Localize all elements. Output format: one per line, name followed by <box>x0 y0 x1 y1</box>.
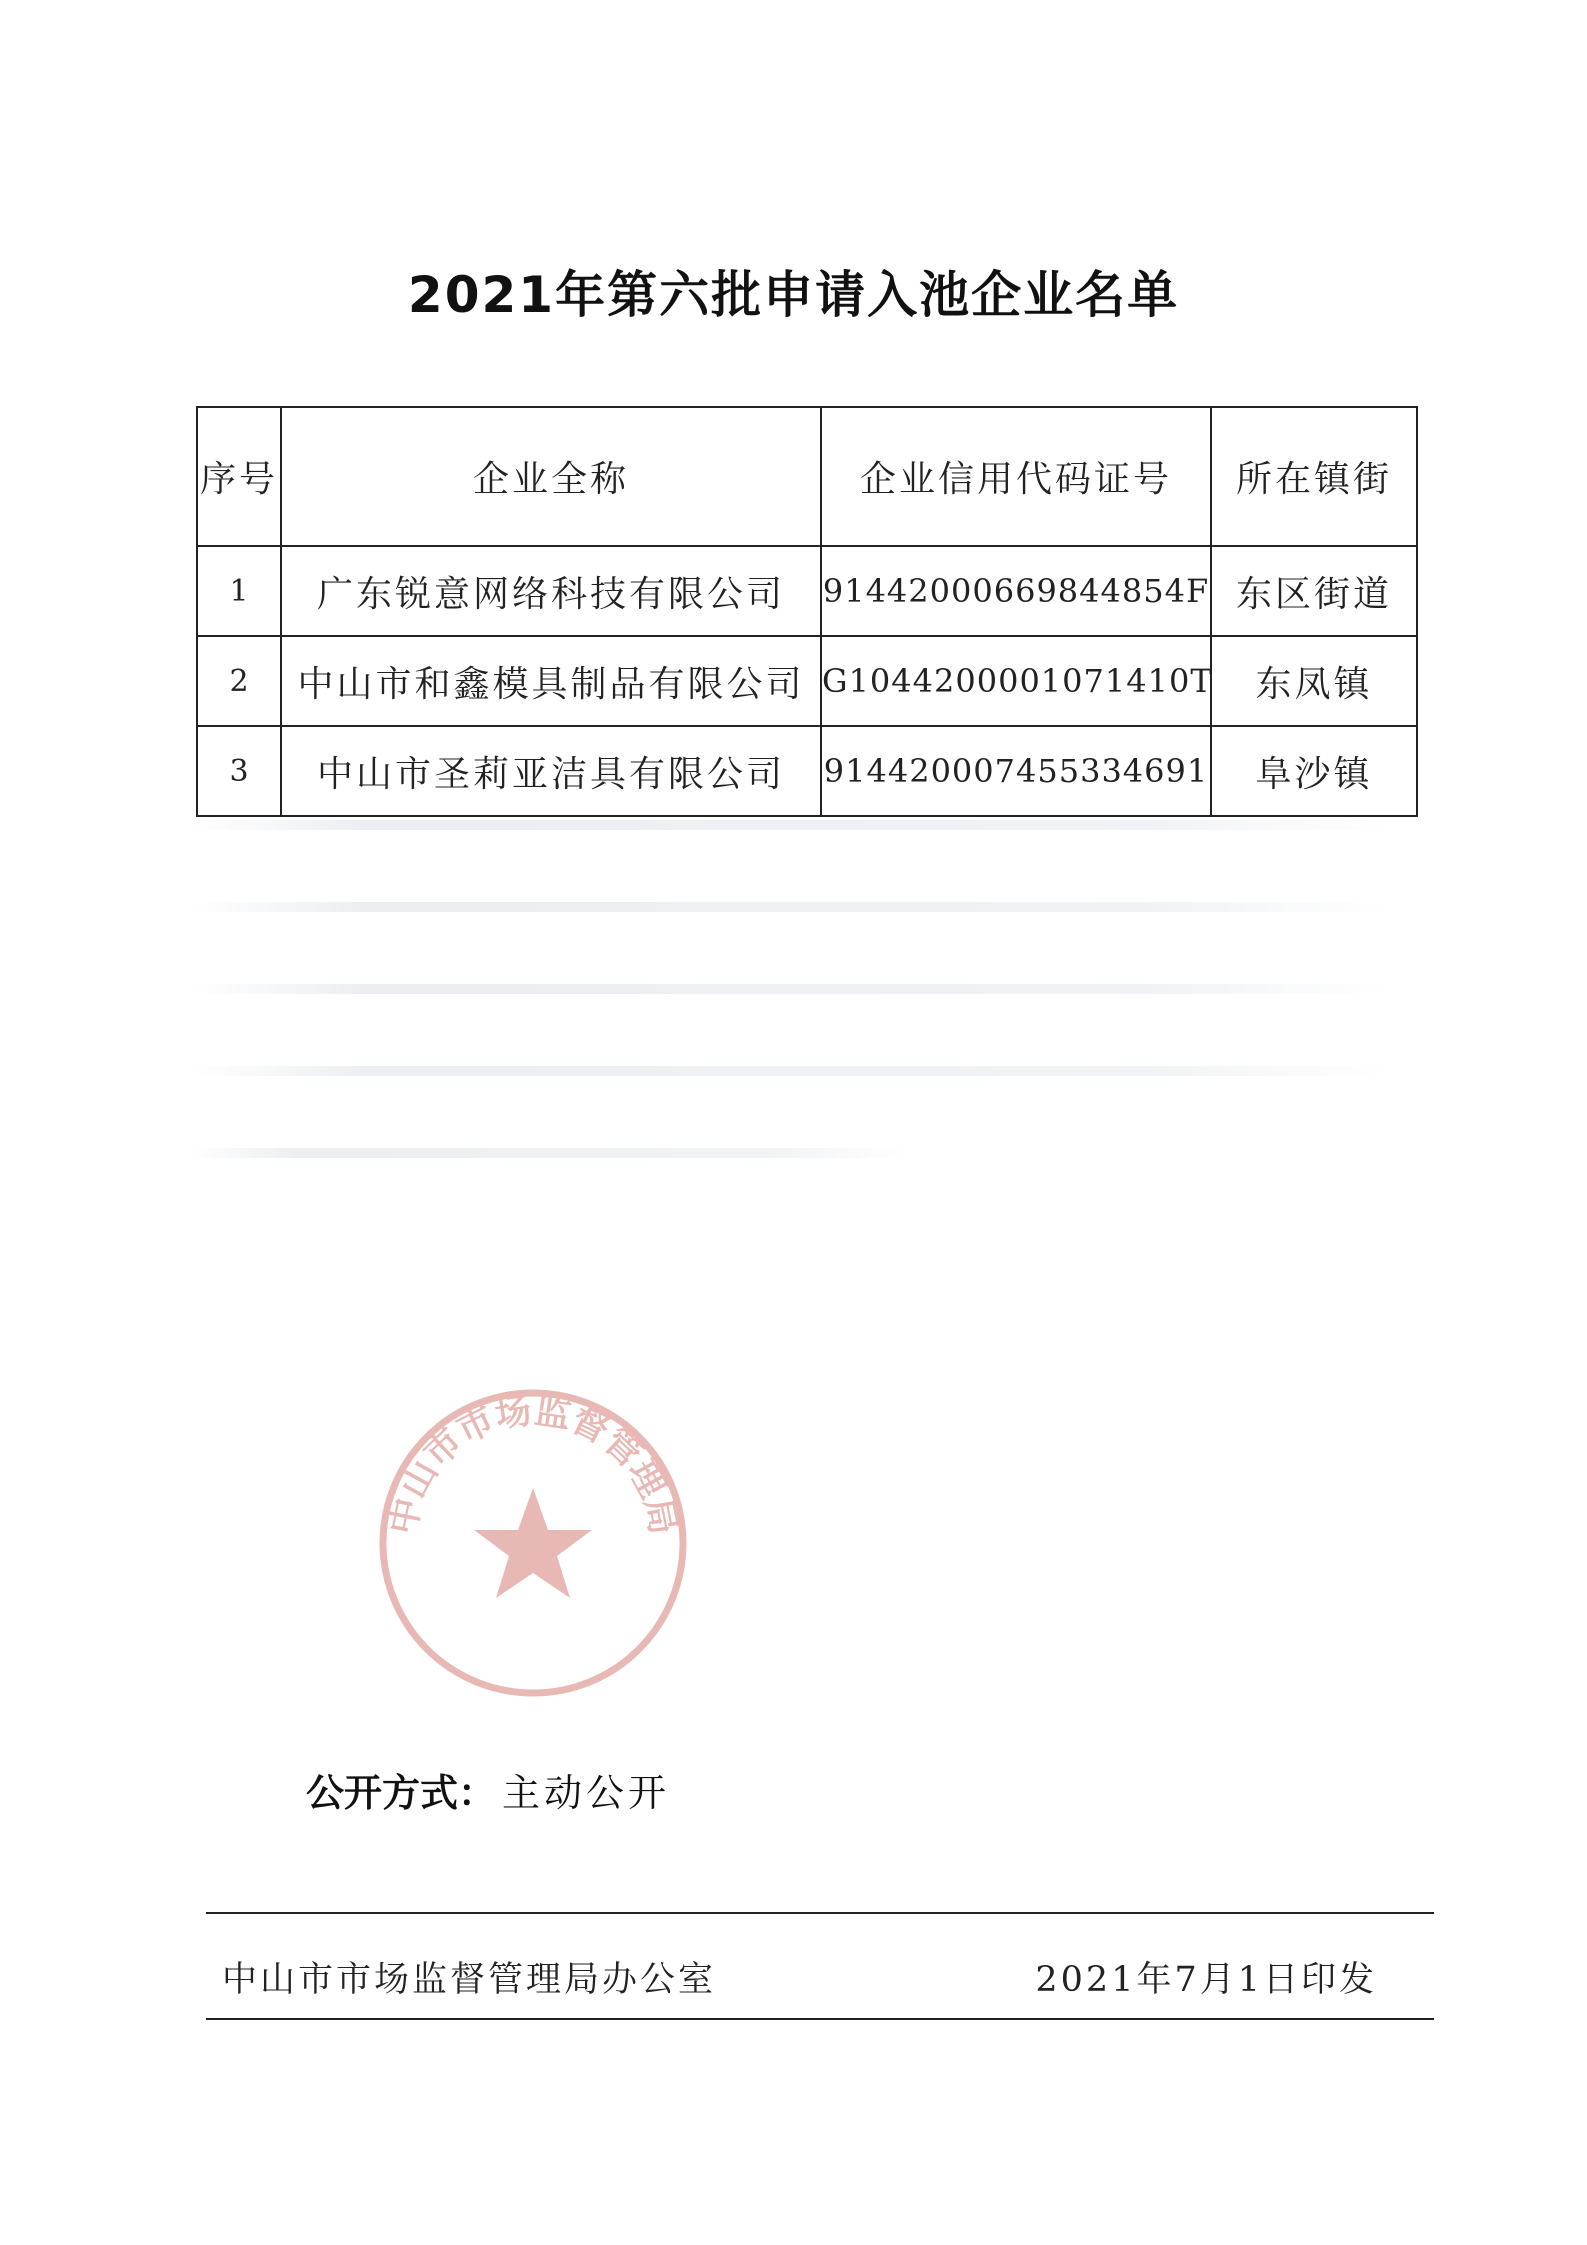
disclosure-label: 公开方式： <box>306 1771 497 1815</box>
cell-name: 广东锐意网络科技有限公司 <box>281 546 821 636</box>
cell-town: 阜沙镇 <box>1211 726 1417 816</box>
header-name: 企业全称 <box>281 407 821 546</box>
table-row <box>197 726 1417 816</box>
disclosure-line <box>306 1762 670 1817</box>
table-header-row <box>197 407 1417 546</box>
header-town: 所在镇街 <box>1211 407 1417 546</box>
cell-no: 3 <box>197 726 281 816</box>
seal-text: 中山市市场监督管理局 <box>382 1390 684 1538</box>
bleed-line <box>190 1066 1390 1076</box>
cell-name: 中山市圣莉亚洁具有限公司 <box>281 726 821 816</box>
footer-issuer: 中山市市场监督管理局办公室 <box>222 1960 717 2000</box>
bleed-line <box>190 1148 910 1158</box>
footer-top-rule <box>206 1912 1434 1914</box>
cell-code: 91442000669844854F <box>821 546 1211 636</box>
disclosure-value: 主动公开 <box>502 1771 671 1815</box>
bleed-line <box>190 820 1390 830</box>
official-seal-icon <box>368 1378 698 1708</box>
header-code: 企业信用代码证号 <box>821 407 1211 546</box>
document-title: 2021年第六批申请入池企业名单 <box>407 266 1180 324</box>
cell-name: 中山市和鑫模具制品有限公司 <box>281 636 821 726</box>
cell-no: 2 <box>197 636 281 726</box>
seal-star <box>474 1488 592 1598</box>
bleed-line <box>190 984 1390 994</box>
enterprise-table <box>196 406 1418 817</box>
bleed-line <box>190 902 1390 912</box>
footer-date: 2021年7月1日印发 <box>1035 1960 1377 2000</box>
table-row <box>197 546 1417 636</box>
table-row <box>197 636 1417 726</box>
header-no: 序号 <box>197 407 281 546</box>
cell-code: G1044200001071410T <box>821 636 1211 726</box>
cell-town: 东区街道 <box>1211 546 1417 636</box>
footer-bottom-rule <box>206 2018 1434 2020</box>
bleed-through-text <box>190 820 1390 1230</box>
cell-code: 914420007455334691 <box>821 726 1211 816</box>
cell-no: 1 <box>197 546 281 636</box>
cell-town: 东凤镇 <box>1211 636 1417 726</box>
